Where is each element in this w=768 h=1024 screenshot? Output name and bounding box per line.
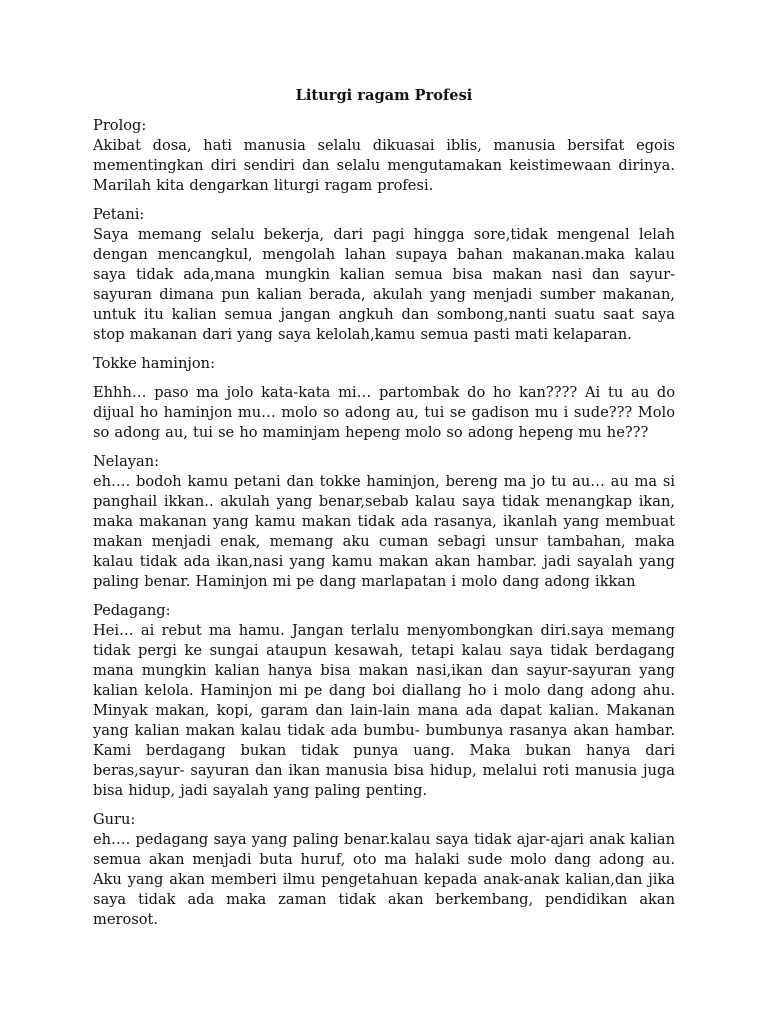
section-guru [93,810,675,930]
section-tokke-haminjon [93,354,675,443]
section-label: Prolog: [93,117,147,134]
section-label: Nelayan: [93,453,160,470]
document-page [93,86,675,939]
section-label: Pedagang: [93,602,171,619]
document-title: Liturgi ragam Profesi [295,87,473,104]
section-text: Ehhh… paso ma jolo kata-kata mi… partombak do ho kan???? Ai tu au do dijual ho haminjon mu… molo so adong au, tui se gadison mu i sude??? Molo so adong au, tui se ho maminjam hepeng molo so adong hepeng mu he??? [93,384,675,441]
section-nelayan [93,452,675,592]
section-petani [93,205,675,345]
section-text: Akibat dosa, hati manusia selalu dikuasai iblis, manusia bersifat egois mementingkan diri sendiri dan selalu mengutamakan keistimewaan dirinya. Marilah kita dengarkan liturgi ragam profesi. [93,137,675,194]
section-text: eh…. bodoh kamu petani dan tokke haminjon, bereng ma jo tu au… au ma si panghail ikkan.. akulah yang benar,sebab kalau saya tidak menangkap ikan, maka makanan yang kamu makan tidak ada rasanya, ikanlah yang membuat makan menjadi enak, memang aku cuman sebagi unsur tambahan, maka kalau tidak ada ikan,nasi yang kamu makan akan hambar. jadi sayalah yang paling benar. Haminjon mi pe dang marlapatan i molo dang adong ikkan [93,473,675,590]
section-label: Petani: [93,206,145,223]
section-text: Hei… ai rebut ma hamu. Jangan terlalu menyombongkan diri.saya memang tidak pergi ke sungai ataupun kesawah, tetapi kalau saya tidak berdagang mana mungkin kalian hanya bisa makan nasi,ikan dan sayur-sayuran yang kalian kelola. Haminjon mi pe dang boi diallang ho i molo dang adong ahu. Minyak makan, kopi, garam dan lain-lain mana ada dapat kalian. Makanan yang kalian makan kalau tidak ada bumbu- bumbunya rasanya akan hambar. Kami berdagang bukan tidak punya uang. Maka bukan hanya dari beras,sayur- sayuran dan ikan manusia bisa hidup, melalui roti manusia juga bisa hidup, jadi sayalah yang paling penting. [93,622,675,799]
section-text: eh…. pedagang saya yang paling benar.kalau saya tidak ajar-ajari anak kalian semua akan menjadi buta huruf, oto ma halaki sude molo dang adong au. Aku yang akan memberi ilmu pengetahuan kepada anak-anak kalian,dan jika saya tidak ada maka zaman tidak akan berkembang, pendidikan akan merosot. [93,831,675,928]
section-pedagang [93,601,675,801]
section-label: Guru: [93,811,136,828]
section-text: Saya memang selalu bekerja, dari pagi hingga sore,tidak mengenal lelah dengan mencangkul, mengolah lahan supaya bahan makanan.maka kalau saya tidak ada,mana mungkin kalian semua bisa makan nasi dan sayur-sayuran dimana pun kalian berada, akulah yang menjadi sumber makanan, untuk itu kalian semua jangan angkuh dan sombong,nanti suatu saat saya stop makanan dari yang saya kelolah,kamu semua pasti mati kelaparan. [93,226,675,343]
section-prolog [93,116,675,196]
section-label: Tokke haminjon: [93,355,215,372]
